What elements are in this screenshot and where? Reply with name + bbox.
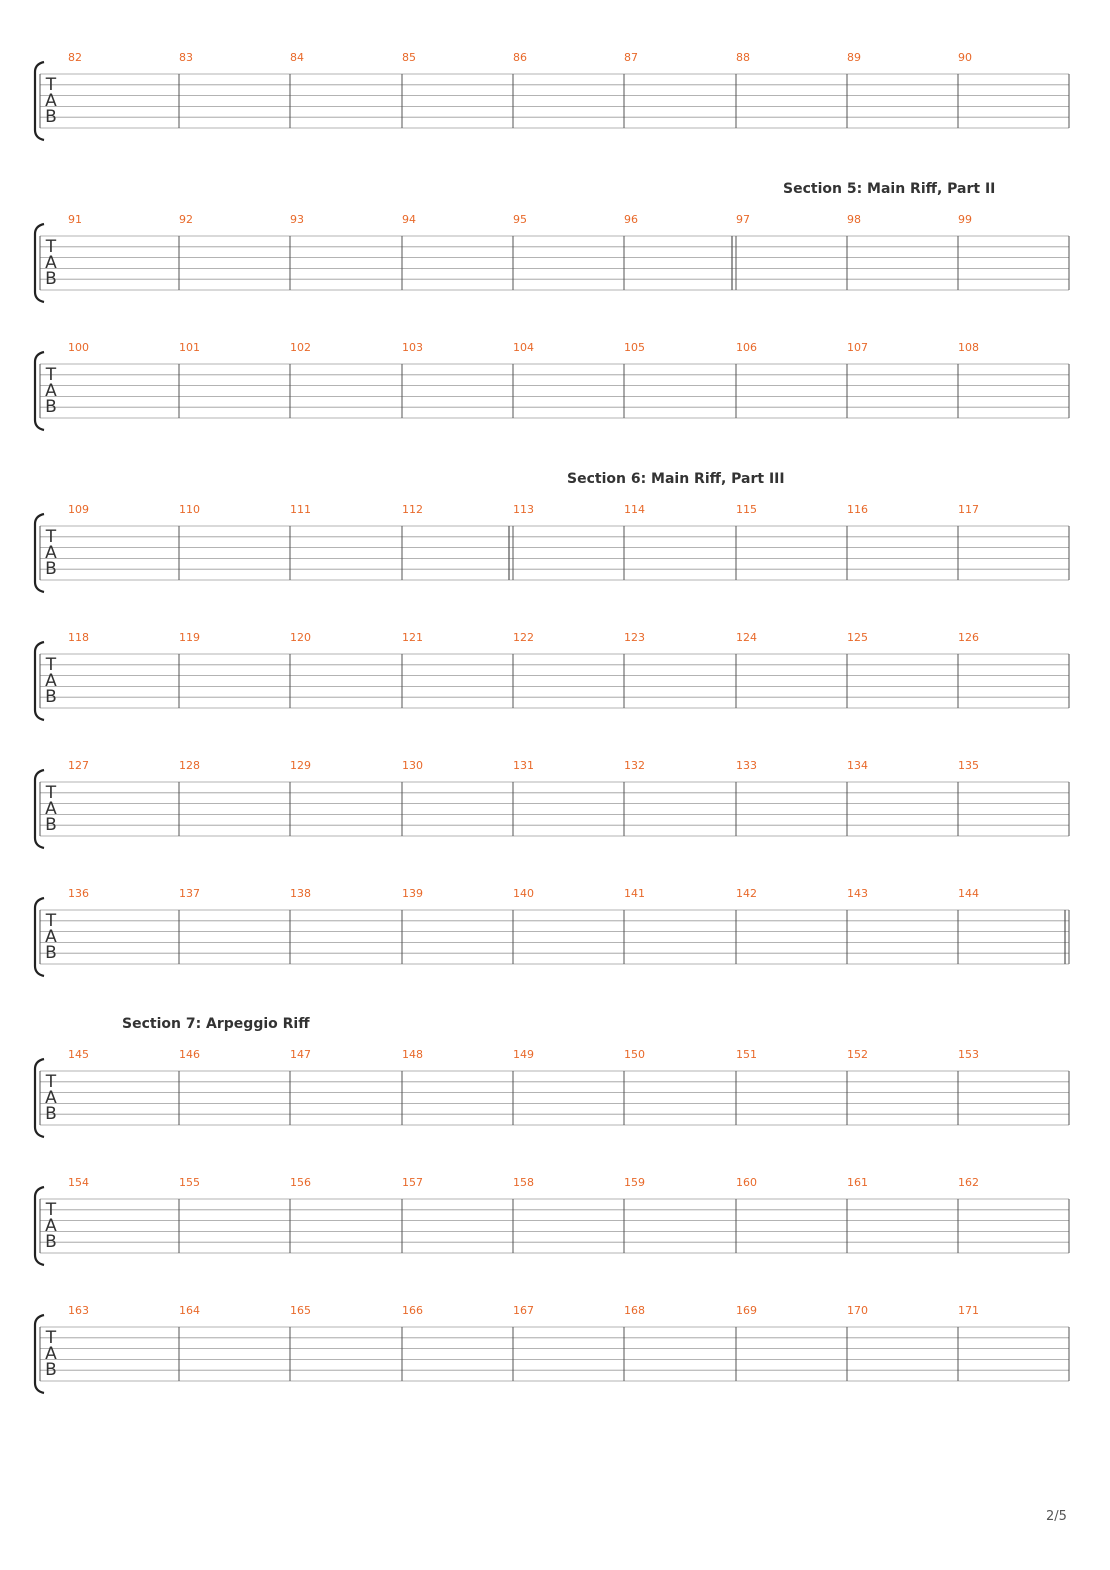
measure-number: 141 [624, 887, 645, 900]
measure-number: 133 [736, 759, 757, 772]
measure-number: 105 [624, 341, 645, 354]
tab-clef-letter: T [45, 527, 57, 547]
measure-number: 96 [624, 213, 638, 226]
tab-clef-letter: T [45, 911, 57, 931]
measure-number: 160 [736, 1176, 757, 1189]
measure-number: 118 [68, 631, 89, 644]
tab-clef-letter: B [45, 107, 57, 127]
measure-number: 113 [513, 503, 534, 516]
measure-number: 157 [402, 1176, 423, 1189]
measure-number: 162 [958, 1176, 979, 1189]
measure-number: 124 [736, 631, 757, 644]
measure-number: 122 [513, 631, 534, 644]
measure-number: 111 [290, 503, 311, 516]
measure-number: 151 [736, 1048, 757, 1061]
measure-number: 109 [68, 503, 89, 516]
tab-clef-letter: A [45, 543, 57, 563]
measure-number: 158 [513, 1176, 534, 1189]
measure-number: 90 [958, 51, 972, 64]
tab-system [35, 51, 1069, 140]
measure-number: 129 [290, 759, 311, 772]
tab-system [35, 1304, 1069, 1393]
tab-clef-letter: B [45, 1360, 57, 1380]
tab-clef-letter: A [45, 381, 57, 401]
page-number: 2/5 [1046, 1509, 1067, 1524]
measure-number: 106 [736, 341, 757, 354]
measure-number: 97 [736, 213, 750, 226]
tab-clef-letter: B [45, 1232, 57, 1252]
measure-number: 165 [290, 1304, 311, 1317]
measure-number: 112 [402, 503, 423, 516]
tab-clef-letter: B [45, 943, 57, 963]
measure-number: 115 [736, 503, 757, 516]
measure-number: 98 [847, 213, 861, 226]
tab-clef-letter: T [45, 75, 57, 95]
measure-number: 138 [290, 887, 311, 900]
tab-system [35, 631, 1069, 720]
measure-number: 117 [958, 503, 979, 516]
tab-system [35, 1176, 1069, 1265]
tab-system [35, 759, 1069, 848]
measure-number: 102 [290, 341, 311, 354]
measure-number: 84 [290, 51, 304, 64]
tab-clef-letter: A [45, 1344, 57, 1364]
measure-number: 131 [513, 759, 534, 772]
measure-number: 150 [624, 1048, 645, 1061]
measure-number: 155 [179, 1176, 200, 1189]
tab-clef-letter: B [45, 397, 57, 417]
measure-number: 101 [179, 341, 200, 354]
measure-number: 167 [513, 1304, 534, 1317]
measure-number: 95 [513, 213, 527, 226]
measure-number: 86 [513, 51, 527, 64]
measure-number: 103 [402, 341, 423, 354]
measure-number: 148 [402, 1048, 423, 1061]
tab-clef-letter: A [45, 91, 57, 111]
measure-number: 159 [624, 1176, 645, 1189]
measure-number: 169 [736, 1304, 757, 1317]
tab-clef-letter: B [45, 687, 57, 707]
measure-number: 149 [513, 1048, 534, 1061]
measure-number: 104 [513, 341, 534, 354]
tab-clef-letter: T [45, 365, 57, 385]
tab-system [35, 213, 1069, 302]
tab-clef-letter: A [45, 1216, 57, 1236]
tab-clef-letter: T [45, 655, 57, 675]
section-title: Section 5: Main Riff, Part II [783, 181, 996, 197]
measure-number: 154 [68, 1176, 89, 1189]
measure-number: 145 [68, 1048, 89, 1061]
tab-clef-letter: A [45, 1088, 57, 1108]
tab-clef-letter: A [45, 671, 57, 691]
section-title: Section 7: Arpeggio Riff [122, 1016, 310, 1032]
measure-number: 125 [847, 631, 868, 644]
measure-number: 100 [68, 341, 89, 354]
measure-number: 92 [179, 213, 193, 226]
measure-number: 168 [624, 1304, 645, 1317]
tab-clef-letter: A [45, 927, 57, 947]
measure-number: 108 [958, 341, 979, 354]
measure-number: 153 [958, 1048, 979, 1061]
tab-clef-letter: T [45, 783, 57, 803]
tab-clef-letter: T [45, 1328, 57, 1348]
tab-clef-letter: B [45, 559, 57, 579]
measure-number: 107 [847, 341, 868, 354]
tab-clef-letter: T [45, 237, 57, 257]
measure-number: 161 [847, 1176, 868, 1189]
measure-number: 83 [179, 51, 193, 64]
tab-system [35, 503, 1069, 592]
measure-number: 164 [179, 1304, 200, 1317]
measure-number: 91 [68, 213, 82, 226]
measure-number: 130 [402, 759, 423, 772]
tab-clef-letter: T [45, 1072, 57, 1092]
tab-clef-letter: B [45, 815, 57, 835]
measure-number: 128 [179, 759, 200, 772]
measure-number: 140 [513, 887, 534, 900]
measure-number: 127 [68, 759, 89, 772]
tab-clef-letter: A [45, 253, 57, 273]
measure-number: 134 [847, 759, 868, 772]
tab-system [35, 1048, 1069, 1137]
measure-number: 156 [290, 1176, 311, 1189]
measure-number: 170 [847, 1304, 868, 1317]
measure-number: 152 [847, 1048, 868, 1061]
measure-number: 94 [402, 213, 416, 226]
measure-number: 142 [736, 887, 757, 900]
measure-number: 85 [402, 51, 416, 64]
measure-number: 116 [847, 503, 868, 516]
measure-number: 171 [958, 1304, 979, 1317]
measure-number: 110 [179, 503, 200, 516]
measure-number: 119 [179, 631, 200, 644]
measure-number: 120 [290, 631, 311, 644]
measure-number: 163 [68, 1304, 89, 1317]
measure-number: 146 [179, 1048, 200, 1061]
tab-clef-letter: T [45, 1200, 57, 1220]
measure-number: 82 [68, 51, 82, 64]
section-title: Section 6: Main Riff, Part III [567, 471, 785, 487]
measure-number: 144 [958, 887, 979, 900]
measure-number: 123 [624, 631, 645, 644]
measure-number: 143 [847, 887, 868, 900]
measure-number: 121 [402, 631, 423, 644]
measure-number: 99 [958, 213, 972, 226]
measure-number: 114 [624, 503, 645, 516]
measure-number: 88 [736, 51, 750, 64]
measure-number: 147 [290, 1048, 311, 1061]
measure-number: 139 [402, 887, 423, 900]
tab-clef-letter: A [45, 799, 57, 819]
tab-system [35, 341, 1069, 430]
measure-number: 132 [624, 759, 645, 772]
measure-number: 87 [624, 51, 638, 64]
tab-clef-letter: B [45, 1104, 57, 1124]
tab-system [35, 887, 1069, 976]
measure-number: 137 [179, 887, 200, 900]
tab-clef-letter: B [45, 269, 57, 289]
measure-number: 93 [290, 213, 304, 226]
measure-number: 136 [68, 887, 89, 900]
measure-number: 89 [847, 51, 861, 64]
measure-number: 126 [958, 631, 979, 644]
measure-number: 135 [958, 759, 979, 772]
measure-number: 166 [402, 1304, 423, 1317]
